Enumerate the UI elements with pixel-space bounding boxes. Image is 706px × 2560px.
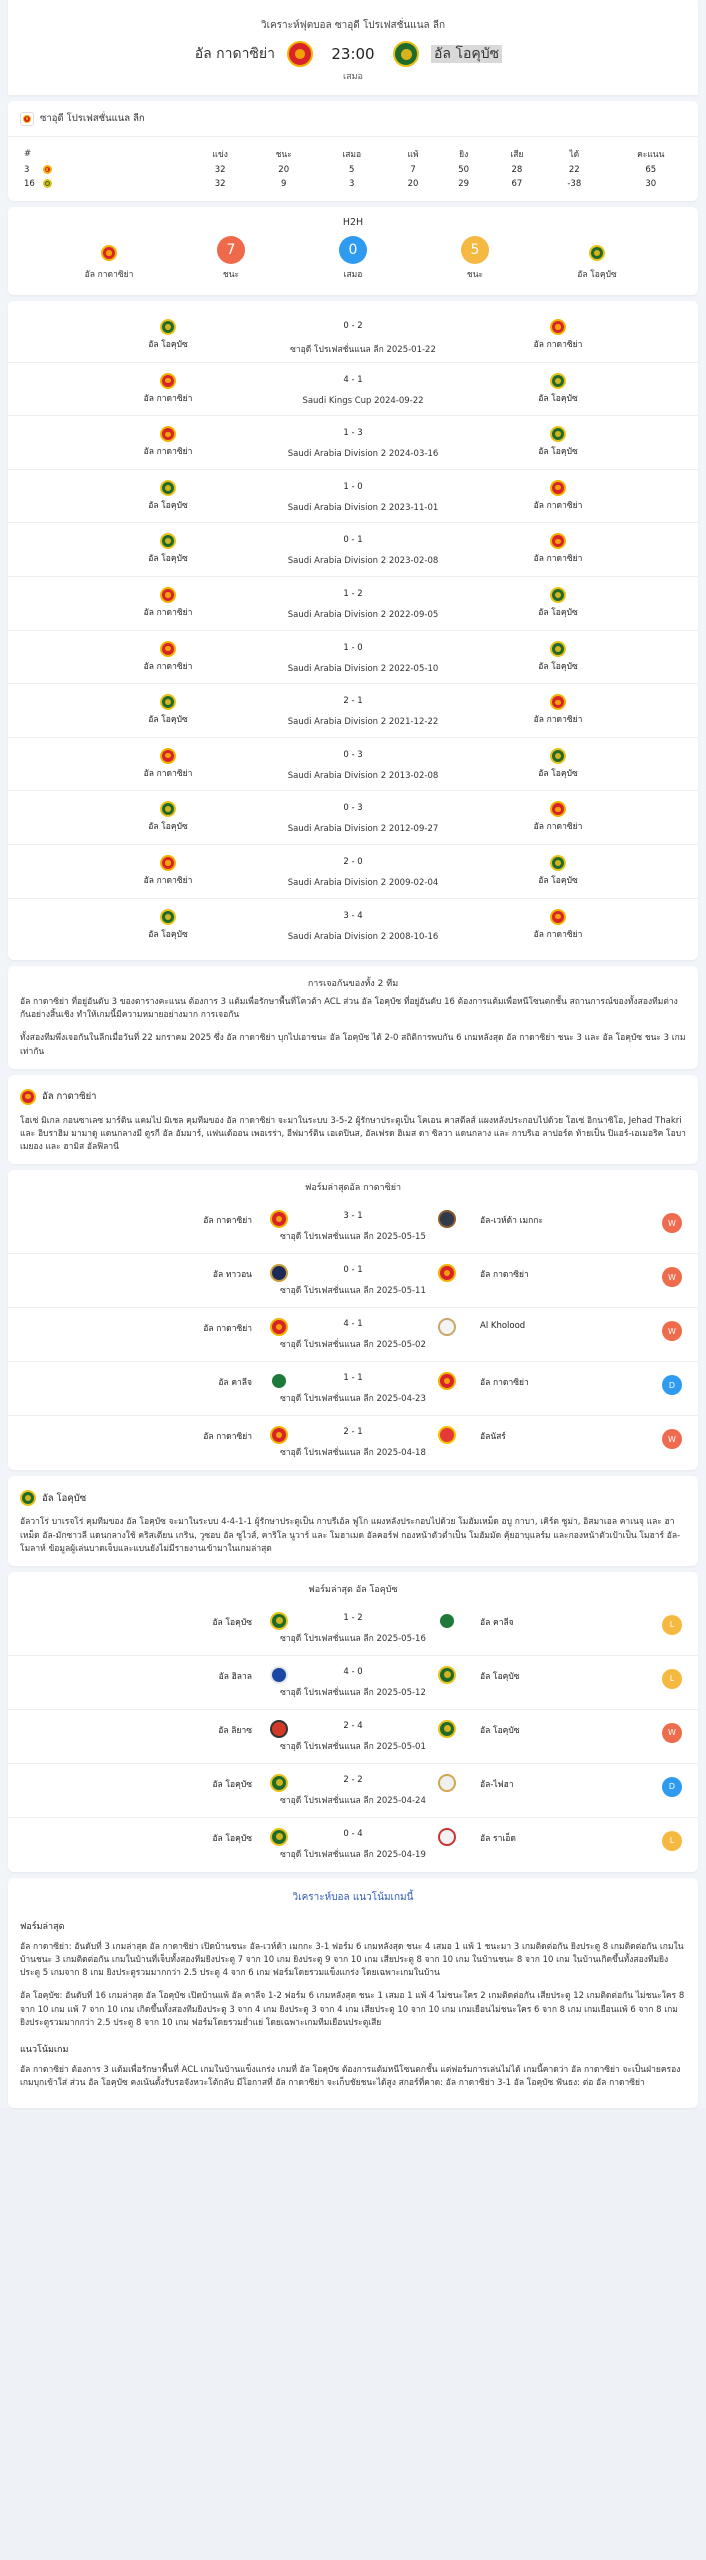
form-left-team-name[interactable]: อัล กาดาซิย่า bbox=[203, 1216, 252, 1227]
result-badge: D bbox=[662, 1375, 682, 1395]
standings-col-header: ชนะ bbox=[275, 150, 292, 160]
away-wins-label: ชนะ bbox=[466, 270, 484, 280]
h2h-right-team[interactable] bbox=[518, 426, 598, 458]
standings-cell-pos: 16 bbox=[24, 179, 35, 189]
away-team-logo bbox=[20, 1490, 36, 1506]
prediction-title: วิเคราะห์บอล แนวโน้มเกมนี้ bbox=[292, 1891, 414, 1903]
away-team-info-header bbox=[8, 1476, 698, 1516]
match-score: 2 - 0 bbox=[343, 856, 363, 867]
team-logo bbox=[550, 748, 566, 764]
match-score: 3 - 1 bbox=[343, 1211, 363, 1222]
team-name: อัล โอคุบัซ bbox=[538, 447, 578, 458]
team-name: อัล โอคุบัซ bbox=[538, 393, 578, 404]
team-logo bbox=[160, 319, 176, 335]
standings-cell-ga: 28 bbox=[511, 165, 523, 175]
standings-cell-ga: 67 bbox=[511, 179, 523, 189]
standings-cell-won: 20 bbox=[278, 165, 290, 175]
h2h-match-row[interactable] bbox=[8, 577, 698, 631]
team-logo bbox=[43, 179, 52, 188]
match-status: เสมอ bbox=[343, 72, 363, 82]
standings-col-header: # bbox=[24, 149, 32, 159]
h2h-right-team[interactable] bbox=[518, 533, 598, 565]
match-score: 0 - 2 bbox=[343, 321, 363, 331]
h2h-right-team[interactable] bbox=[518, 641, 598, 673]
h2h-title: H2H bbox=[342, 217, 364, 228]
standings-cell-gf: 29 bbox=[458, 179, 470, 189]
match-competition: ซาอุดี โปรเฟสชั่นแนล ลีก 2025-05-11 bbox=[280, 1286, 426, 1297]
match-score: 4 - 1 bbox=[343, 1319, 363, 1330]
h2h-away-name: อัล โอคุบัซ bbox=[577, 270, 617, 280]
h2h-left-team[interactable] bbox=[128, 641, 208, 673]
team-logo bbox=[438, 1372, 456, 1390]
form-left-team-name[interactable]: อัล โอคุบัซ bbox=[212, 1779, 252, 1790]
team-logo bbox=[438, 1318, 456, 1336]
h2h-right-team[interactable] bbox=[518, 694, 598, 726]
form-match-row[interactable] bbox=[8, 1416, 698, 1470]
form-right-team-name[interactable]: อัล ราเอ็ด bbox=[480, 1833, 516, 1844]
h2h-match-row[interactable] bbox=[8, 684, 698, 738]
match-score: 1 - 3 bbox=[343, 428, 363, 439]
h2h-left-team[interactable] bbox=[128, 426, 208, 458]
home-team-logo bbox=[101, 245, 117, 261]
match-score: 0 - 3 bbox=[343, 803, 363, 814]
h2h-home-name: อัล กาดาซิย่า bbox=[84, 270, 134, 280]
h2h-left-team[interactable] bbox=[128, 373, 208, 405]
team-name: อัล โอคุบัซ bbox=[148, 554, 188, 565]
standings-col-header: ได้ bbox=[569, 150, 580, 160]
match-score: 0 - 1 bbox=[343, 535, 363, 546]
standings-cell-played: 32 bbox=[214, 179, 226, 189]
form-match-row[interactable] bbox=[8, 1308, 698, 1362]
standings-cell-gd: 22 bbox=[568, 165, 580, 175]
standings-row[interactable] bbox=[8, 163, 698, 177]
standings-cell-pts: 30 bbox=[645, 179, 657, 189]
team-name: อัล กาดาซิย่า bbox=[533, 715, 583, 726]
result-badge: W bbox=[662, 1429, 682, 1449]
team-name: อัล กาดาซิย่า bbox=[143, 607, 193, 618]
match-score: 4 - 1 bbox=[343, 374, 363, 385]
form-match-row[interactable] bbox=[8, 1656, 698, 1710]
match-score: 0 - 4 bbox=[343, 1828, 363, 1839]
league-name[interactable]: ซาอุดี โปรเฟสชั่นแนล ลีก bbox=[40, 113, 145, 124]
team-logo bbox=[550, 480, 566, 496]
h2h-left-team[interactable] bbox=[128, 587, 208, 619]
team-logo bbox=[550, 373, 566, 389]
team-logo bbox=[550, 641, 566, 657]
h2h-left-team[interactable] bbox=[128, 480, 208, 512]
team-logo bbox=[160, 801, 176, 817]
team-name: อัล กาดาซิย่า bbox=[143, 661, 193, 672]
standings-cell-gf: 50 bbox=[458, 165, 470, 175]
h2h-left-team[interactable] bbox=[128, 801, 208, 833]
prediction-form-heading: ฟอร์มล่าสุด bbox=[20, 1921, 65, 1932]
away-form-list bbox=[8, 1602, 698, 1872]
form-right-team-name[interactable]: Al Kholood bbox=[480, 1321, 526, 1332]
standings-header bbox=[8, 101, 698, 137]
h2h-left-team[interactable] bbox=[128, 319, 208, 351]
standings-col-header: เสมอ bbox=[342, 150, 362, 160]
match-score: 0 - 3 bbox=[343, 749, 363, 760]
h2h-match-row[interactable] bbox=[8, 791, 698, 845]
home-team-logo bbox=[20, 1089, 36, 1105]
form-left-team-name[interactable]: อัล โอคุบัซ bbox=[212, 1617, 252, 1628]
match-score: 1 - 2 bbox=[343, 1612, 363, 1623]
draws-label: เสมอ bbox=[343, 270, 363, 280]
team-logo bbox=[160, 855, 176, 871]
home-team-info-header bbox=[8, 1075, 698, 1115]
match-competition: Saudi Arabia Division 2 2022-05-10 bbox=[287, 663, 439, 674]
h2h-right-team[interactable] bbox=[518, 480, 598, 512]
h2h-left-team[interactable] bbox=[128, 909, 208, 941]
h2h-match-row[interactable] bbox=[8, 845, 698, 899]
h2h-match-row[interactable] bbox=[8, 899, 698, 953]
match-competition: Saudi Arabia Division 2 2024-03-16 bbox=[287, 449, 439, 460]
match-score: 2 - 4 bbox=[343, 1720, 363, 1731]
match-competition: Saudi Arabia Division 2 2023-02-08 bbox=[287, 556, 439, 567]
team-logo bbox=[160, 909, 176, 925]
home-form-list bbox=[8, 1200, 698, 1470]
match-score: 2 - 2 bbox=[343, 1774, 363, 1785]
prediction-section bbox=[8, 1878, 698, 2108]
team-logo bbox=[438, 1666, 456, 1684]
form-left-team-name[interactable]: อัล ทาวอน bbox=[212, 1270, 252, 1281]
team-logo bbox=[43, 165, 52, 174]
away-team-info bbox=[8, 1476, 698, 1566]
team-logo bbox=[438, 1612, 456, 1630]
standings-cell-won: 9 bbox=[280, 179, 287, 189]
kickoff-time: 23:00 bbox=[331, 45, 375, 63]
standings-cell-pts: 65 bbox=[645, 165, 657, 175]
home-wins-count: 7 bbox=[217, 236, 245, 264]
match-score: 2 - 1 bbox=[343, 696, 363, 707]
match-competition: ซาอุดี โปรเฟสชั่นแนล ลีก 2025-05-15 bbox=[280, 1232, 426, 1243]
standings-table bbox=[8, 145, 698, 191]
form-left-team-name[interactable]: อัล คาลีจ bbox=[218, 1378, 252, 1389]
h2h-right-team[interactable] bbox=[518, 319, 598, 351]
draws-count: 0 bbox=[339, 236, 367, 264]
match-score: 3 - 4 bbox=[343, 910, 363, 921]
standings-cell-lost: 7 bbox=[410, 165, 416, 175]
away-wins-count: 5 bbox=[461, 236, 489, 264]
match-competition: Saudi Arabia Division 2 2022-09-05 bbox=[287, 609, 439, 620]
team-name: อัล โอคุบัซ bbox=[538, 768, 578, 779]
match-competition: Saudi Arabia Division 2 2013-02-08 bbox=[287, 770, 439, 781]
team-name: อัล โอคุบัซ bbox=[148, 340, 188, 350]
home-team-info-text: โฮเซ่ มิเกล กอนซาเลซ มาร์ติน แคมไป มิเชล คุมทีมของ อัล กาดาซิย่า จะมาในระบบ 3-5-2 ผู้รักษาประตูเป็น โคเอน คาสตีลส์ แผงหลังประกอบไปด้วย โฮเซ่ อิกนาซิโอ, Jehad Thakri และ อิบราฮิม มามาดู แดนกลางมี ตูรกี อัล อัมมาร์, แฟนเด้ออน เพอเรร่า, อีฟมาร์ติน เอเตปินส, อัลเฟรด ฮิเมส ดา ซิลวา แดนกลาง และ กาบริเอ ลาปอร์ต ท้ายเป็น ปิแอร์-เอเมอริค โอบาเมยอง และ ฮามิส อัลฟิลานี bbox=[20, 1115, 686, 1153]
h2h-right-team[interactable] bbox=[518, 748, 598, 780]
team-name: อัล กาดาซิย่า bbox=[533, 554, 583, 565]
match-score: 2 - 1 bbox=[343, 1427, 363, 1438]
match-competition: ซาอุดี โปรเฟสชั่นแนล ลีก 2025-01-22 bbox=[290, 345, 436, 355]
h2h-right-team[interactable] bbox=[518, 587, 598, 619]
standings-col-header: แข่ง bbox=[212, 150, 228, 160]
form-left-team-name[interactable]: อัล กาดาซิย่า bbox=[203, 1432, 252, 1443]
form-match-row[interactable] bbox=[8, 1602, 698, 1656]
home-team-info bbox=[8, 1075, 698, 1165]
form-left-team-name[interactable]: อัล ลิยาซ bbox=[218, 1725, 252, 1736]
prediction-away-form: อัล โอคุบัซ: อันดับที่ 16 เกมล่าสุด อัล โอคุบัซ เปิดบ้านแพ้ อัล คาลีจ 1-2 ฟอร์ม 6 เกมหลังสุด ชนะ 1 เสมอ 1 แพ้ 4 ไม่ชนะใคร 2 เกมติดต่อกัน เสียประตู 12 เกมติดต่อกัน ไม่ชนะใคร 8 จาก 10 เกม แพ้ 7 จาก 10 เกม เกิดขึ้นทั้งสองทีมยิงประตู 3 จาก 4 เกม ยิงประตู 3 จาก 4 เกม เสียประตู 10 จาก 10 เกม เกมเยือนไม่ชนะใคร 6 จาก 8 เกม เกมเยือนแพ้ 6 จาก 8 เกม ยิงประตูรวมมากกว่า 2.5 ประตู 8 จาก 10 เกม ฟอร์มโดยรวมย่ำแย่ โดยเฉพาะเกมทีมเยือนประตูเสีย bbox=[20, 1991, 685, 2028]
h2h-right-team[interactable] bbox=[518, 801, 598, 833]
competition-title: วิเคราะห์ฟุตบอล ซาอุดี โปรเฟสชั่นแนล ลีก bbox=[260, 20, 446, 31]
match-score: 1 - 0 bbox=[343, 642, 363, 653]
team-logo bbox=[438, 1210, 456, 1228]
team-logo bbox=[160, 426, 176, 442]
team-logo bbox=[438, 1828, 456, 1846]
team-logo bbox=[160, 373, 176, 389]
match-competition: ซาอุดี โปรเฟสชั่นแนล ลีก 2025-04-23 bbox=[280, 1394, 426, 1405]
h2h-match-row[interactable] bbox=[8, 631, 698, 685]
prediction-trend-text: อัล กาดาซิย่า ต้องการ 3 แต้มเพื่อรักษาพื้นที่ ACL เกมในบ้านแข็งแกร่ง เกมที่ อัล โอคุบัซ ต้องการแต้มหนีโซนตกชั้น แต่ฟอร์มการเล่นไม่ได้ เกมนี้คาดว่า อัล กาดาซิย่า จะเป็นฝ่ายครองเกมบุกเข้าใส่ ส่วน อัล โอคุบัซ คงเน้นตั้งรับรอจังหวะโต้กลับ มีโอกาสที่ อัล กาดาซิย่า จะเก็บชัยชนะได้สูง สกอร์ที่คาด: อัล กาดาซิย่า 3-1 อัล โอคุบัซ ฟันธง: ต่อ อัล กาดาซิย่า bbox=[20, 2064, 681, 2089]
prediction-trend-heading: แนวโน้มเกม bbox=[20, 2044, 69, 2055]
team-logo bbox=[270, 1774, 288, 1792]
standings-card bbox=[8, 101, 698, 201]
away-team-logo bbox=[393, 41, 419, 67]
league-icon bbox=[20, 112, 34, 126]
team-name: อัล โอคุบัซ bbox=[148, 715, 188, 726]
team-name: อัล โอคุบัซ bbox=[148, 929, 188, 940]
team-logo bbox=[270, 1828, 288, 1846]
home-team-logo bbox=[287, 41, 313, 67]
home-form-title: ฟอร์มล่าสุดอัล กาดาซิย่า bbox=[304, 1183, 402, 1194]
team-logo bbox=[160, 480, 176, 496]
team-logo bbox=[550, 855, 566, 871]
away-team-info-text: อัลวาโร่ บาเรจโร่ คุมทีมของ อัล โอคุบัซ จะมาในระบบ 4-4-1-1 ผู้รักษาประตูเป็น กาบรีเอ้ล ฟูโก แผงหลังประกอบไปด้วย โมฮัมเหม็ด อบู กาบา, เคิร์ต ซูม่า, อิสมาเอล คาเนจุ และ ฮาเหม็ด อัล-มักซาวลี แดนกลางใช้ คริสเตียน เกริน, วูซอบ อัล ซูไวส์, คาริโล นูวาร์ และ โมฮาเมด อัลคอร์ฟ กองหน้าตัวต่ำเป็น โมฮัมมัด คุ้ยอาบุแลร์ม และกองหน้าตัวเป้าเป็น โมฮาร์ อัล-โมลาห์ ข้อมูลผู้เล่นบาดเจ็บและแบนยังไม่มีรายงานเข้ามาในเกมล่าสุด bbox=[20, 1517, 681, 1554]
match-competition: Saudi Arabia Division 2 2009-02-04 bbox=[287, 877, 439, 888]
match-competition: Saudi Arabia Division 2 2023-11-01 bbox=[287, 502, 439, 513]
result-badge: D bbox=[662, 1777, 682, 1797]
form-right-team-name[interactable]: อัล กาดาซิย่า bbox=[480, 1378, 529, 1389]
team-logo bbox=[550, 426, 566, 442]
form-left-team-name[interactable]: อัล กาดาซิย่า bbox=[203, 1324, 252, 1335]
match-competition: Saudi Arabia Division 2 2008-10-16 bbox=[287, 931, 439, 942]
form-right-team-name[interactable]: อัล คาลีจ bbox=[480, 1617, 514, 1628]
h2h-right-team[interactable] bbox=[518, 373, 598, 405]
standings-cell-draw: 3 bbox=[349, 179, 355, 189]
standings-cell-lost: 20 bbox=[407, 179, 419, 189]
team-logo bbox=[550, 801, 566, 817]
match-competition: Saudi Arabia Division 2 2021-12-22 bbox=[287, 717, 439, 728]
h2h-right-team[interactable] bbox=[518, 909, 598, 941]
standings-team-cell bbox=[39, 177, 189, 191]
team-logo bbox=[270, 1210, 288, 1228]
form-match-row[interactable] bbox=[8, 1710, 698, 1764]
result-badge: L bbox=[662, 1669, 682, 1689]
match-competition: ซาอุดี โปรเฟสชั่นแนล ลีก 2025-04-24 bbox=[280, 1795, 426, 1806]
form-match-row[interactable] bbox=[8, 1254, 698, 1308]
result-badge: W bbox=[662, 1321, 682, 1341]
team-logo bbox=[270, 1318, 288, 1336]
h2h-home-wins bbox=[186, 236, 276, 281]
h2h-left-team[interactable] bbox=[128, 748, 208, 780]
team-name: อัล โอคุบัซ bbox=[148, 822, 188, 833]
home-team-name[interactable]: อัล กาดาซิย่า bbox=[194, 46, 275, 62]
match-competition: ซาอุดี โปรเฟสชั่นแนล ลีก 2025-05-01 bbox=[280, 1741, 426, 1752]
h2h-left-team[interactable] bbox=[128, 533, 208, 565]
form-match-row[interactable] bbox=[8, 1764, 698, 1818]
team-logo bbox=[270, 1264, 288, 1282]
away-team-info-name[interactable]: อัล โอคุบัซ bbox=[42, 1492, 87, 1504]
match-competition: ซาอุดี โปรเฟสชั่นแนล ลีก 2025-05-02 bbox=[280, 1340, 426, 1351]
home-team-info-name[interactable]: อัล กาดาซิย่า bbox=[42, 1091, 97, 1103]
standings-col-header bbox=[39, 145, 189, 163]
standings-cell-pos: 3 bbox=[24, 165, 30, 175]
result-badge: L bbox=[662, 1831, 682, 1851]
team-logo bbox=[270, 1720, 288, 1738]
team-logo bbox=[270, 1612, 288, 1630]
team-name: อัล กาดาซิย่า bbox=[143, 875, 193, 886]
standings-col-header: แพ้ bbox=[407, 150, 419, 160]
team-name: อัล โอคุบัซ bbox=[148, 500, 188, 511]
h2h-away-wins bbox=[430, 236, 520, 281]
h2h-away bbox=[552, 245, 642, 281]
team-logo bbox=[438, 1720, 456, 1738]
match-header bbox=[8, 0, 698, 95]
team-name: อัล กาดาซิย่า bbox=[143, 393, 193, 404]
h2h-match-row[interactable] bbox=[8, 470, 698, 524]
team-logo bbox=[160, 587, 176, 603]
team-name: อัล โอคุบัซ bbox=[538, 607, 578, 618]
result-badge: W bbox=[662, 1723, 682, 1743]
team-logo bbox=[270, 1372, 288, 1390]
h2h-match-row[interactable] bbox=[8, 523, 698, 577]
standings-col-header: คะแนน bbox=[637, 150, 665, 160]
team-logo bbox=[160, 748, 176, 764]
result-badge: W bbox=[662, 1267, 682, 1287]
team-name: อัล กาดาซิย่า bbox=[533, 822, 583, 833]
team-name: อัล โอคุบัซ bbox=[538, 661, 578, 672]
form-right-team-name[interactable]: อัลนัสร์ bbox=[480, 1432, 506, 1443]
form-match-row[interactable] bbox=[8, 1362, 698, 1416]
h2h-summary bbox=[8, 207, 698, 295]
standings-team-cell bbox=[39, 163, 189, 177]
match-score: 0 - 1 bbox=[343, 1265, 363, 1276]
meeting-paragraph-1: อัล กาดาซิย่า ที่อยู่อันดับ 3 ของตารางคะแนน ต้องการ 3 แต้มเพื่อรักษาพื้นที่โควต้า ACL ส่วน อัล โอคุบัซ ที่อยู่อันดับ 16 ต้องการแต้มเพื่อหนีโซนตกชั้น สถานการณ์ของทั้งสองทีมต่างกันอย่างสิ้นเชิง ทำให้เกมนี้มีความหมายอย่างมาก การเจอกัน bbox=[20, 997, 678, 1021]
form-left-team-name[interactable]: อัล ฮิลาล bbox=[218, 1671, 252, 1682]
prediction-home-form: อัล กาดาซิย่า: อันดับที่ 3 เกมล่าสุด อัล กาดาซิย่า เปิดบ้านชนะ อัล-เวห์ด้า เมกกะ 3-1 ฟอร์ม 6 เกมหลังสุด ชนะ 4 เสมอ 1 แพ้ 1 ชนะมา 3 เกมติดต่อกัน ยิงประตู 8 เกมติดต่อกัน เกมในบ้านชนะ 3 เกมติดต่อกัน เกมในบ้านที่เจ็บทั้งสองทีมยิงประตู 7 จาก 10 เกม ยิงประตู 9 จาก 10 เกม เสียประตู 8 จาก 10 เกม ในบ้านชนะ 8 จาก 10 เกม ในบ้านเกิดขึ้นทั้งสองทีมยิงประตู 5 เกมจาก 8 เกม ยิงประตูรวมมากกว่า 2.5 ประตู 4 จาก 6 เกม ฟอร์มโดยรวมแข็งแกร่ง โดยเฉพาะเกมในบ้าน bbox=[20, 1941, 684, 1979]
home-form-section bbox=[8, 1170, 698, 1470]
team-name: อัล กาดาซิย่า bbox=[533, 500, 583, 511]
home-wins-label: ชนะ bbox=[222, 270, 240, 280]
away-team-name[interactable]: อัล โอคุบัซ bbox=[431, 45, 502, 63]
h2h-left-team[interactable] bbox=[128, 694, 208, 726]
form-left-team-name[interactable]: อัล โอคุบัซ bbox=[212, 1833, 252, 1844]
meeting-paragraph-2: ทั้งสองทีมพึ่งเจอกันในลีกเมื่อวันที่ 22 มกราคม 2025 ซึ่ง อัล กาดาซิย่า บุกไปเอาชนะ อัล โอคุบัซ ได้ 2-0 สถิติการพบกัน 6 เกมหลังสุด อัล กาดาซิย่า ชนะ 3 และ อัล โอคุบัซ ชนะ 3 เกมเท่ากัน bbox=[20, 1033, 686, 1057]
team-logo bbox=[160, 533, 176, 549]
match-score: 1 - 2 bbox=[343, 588, 363, 599]
standings-row[interactable] bbox=[8, 177, 698, 191]
match-competition: ซาอุดี โปรเฟสชั่นแนล ลีก 2025-05-12 bbox=[280, 1687, 426, 1698]
match-competition: Saudi Arabia Division 2 2012-09-27 bbox=[287, 824, 439, 835]
team-name: อัล กาดาซิย่า bbox=[143, 447, 193, 458]
team-logo bbox=[160, 641, 176, 657]
match-score: 1 - 1 bbox=[343, 1373, 363, 1384]
team-logo bbox=[438, 1774, 456, 1792]
match-score: 4 - 0 bbox=[343, 1666, 363, 1677]
result-badge: W bbox=[662, 1213, 682, 1233]
h2h-home bbox=[64, 245, 154, 281]
standings-col-header: เสีย bbox=[510, 150, 524, 160]
form-match-row[interactable] bbox=[8, 1818, 698, 1872]
team-logo bbox=[550, 319, 566, 335]
standings-col-header: ยิง bbox=[459, 150, 469, 160]
form-right-team-name[interactable]: อัล โอคุบัซ bbox=[480, 1671, 520, 1682]
match-competition: ซาอุดี โปรเฟสชั่นแนล ลีก 2025-05-16 bbox=[280, 1633, 426, 1644]
form-match-row[interactable] bbox=[8, 1200, 698, 1254]
team-logo bbox=[160, 694, 176, 710]
team-logo bbox=[550, 533, 566, 549]
match-competition: Saudi Kings Cup 2024-09-22 bbox=[302, 395, 424, 406]
h2h-match-list bbox=[8, 301, 698, 960]
team-name: อัล กาดาซิย่า bbox=[533, 929, 583, 940]
h2h-right-team[interactable] bbox=[518, 855, 598, 887]
away-team-logo bbox=[589, 245, 605, 261]
h2h-draws bbox=[308, 236, 398, 281]
meeting-title: การเจอกันของทั้ง 2 ทีม bbox=[307, 979, 399, 990]
team-name: อัล กาดาซิย่า bbox=[143, 768, 193, 779]
h2h-match-row[interactable] bbox=[8, 363, 698, 417]
team-logo bbox=[550, 694, 566, 710]
team-logo bbox=[550, 587, 566, 603]
team-logo bbox=[550, 909, 566, 925]
team-name: อัล โอคุบัซ bbox=[538, 875, 578, 886]
team-logo bbox=[270, 1426, 288, 1444]
match-competition: ซาอุดี โปรเฟสชั่นแนล ลีก 2025-04-19 bbox=[280, 1849, 426, 1860]
team-name: อัล กาดาซิย่า bbox=[533, 340, 583, 350]
standings-cell-played: 32 bbox=[214, 165, 226, 175]
standings-cell-draw: 5 bbox=[349, 165, 355, 175]
form-right-team-name[interactable]: อัล-ไฟฮา bbox=[480, 1779, 514, 1790]
team-logo bbox=[438, 1264, 456, 1282]
standings-cell-gd: -38 bbox=[567, 179, 582, 189]
away-form-title: ฟอร์มล่าสุด อัล โอคุบัซ bbox=[308, 1584, 398, 1595]
form-right-team-name[interactable]: อัล โอคุบัซ bbox=[480, 1725, 520, 1736]
away-form-section bbox=[8, 1572, 698, 1872]
h2h-left-team[interactable] bbox=[128, 855, 208, 887]
form-right-team-name[interactable]: อัล กาดาซิย่า bbox=[480, 1270, 529, 1281]
match-competition: ซาอุดี โปรเฟสชั่นแนล ลีก 2025-04-18 bbox=[280, 1448, 426, 1459]
h2h-match-row[interactable] bbox=[8, 416, 698, 470]
h2h-match-row[interactable] bbox=[8, 309, 698, 363]
match-score: 1 - 0 bbox=[343, 481, 363, 492]
team-logo bbox=[270, 1666, 288, 1684]
team-logo bbox=[438, 1426, 456, 1444]
form-right-team-name[interactable]: อัล-เวห์ด้า เมกกะ bbox=[480, 1216, 544, 1227]
meeting-section bbox=[8, 966, 698, 1069]
result-badge: L bbox=[662, 1615, 682, 1635]
h2h-match-row[interactable] bbox=[8, 738, 698, 792]
